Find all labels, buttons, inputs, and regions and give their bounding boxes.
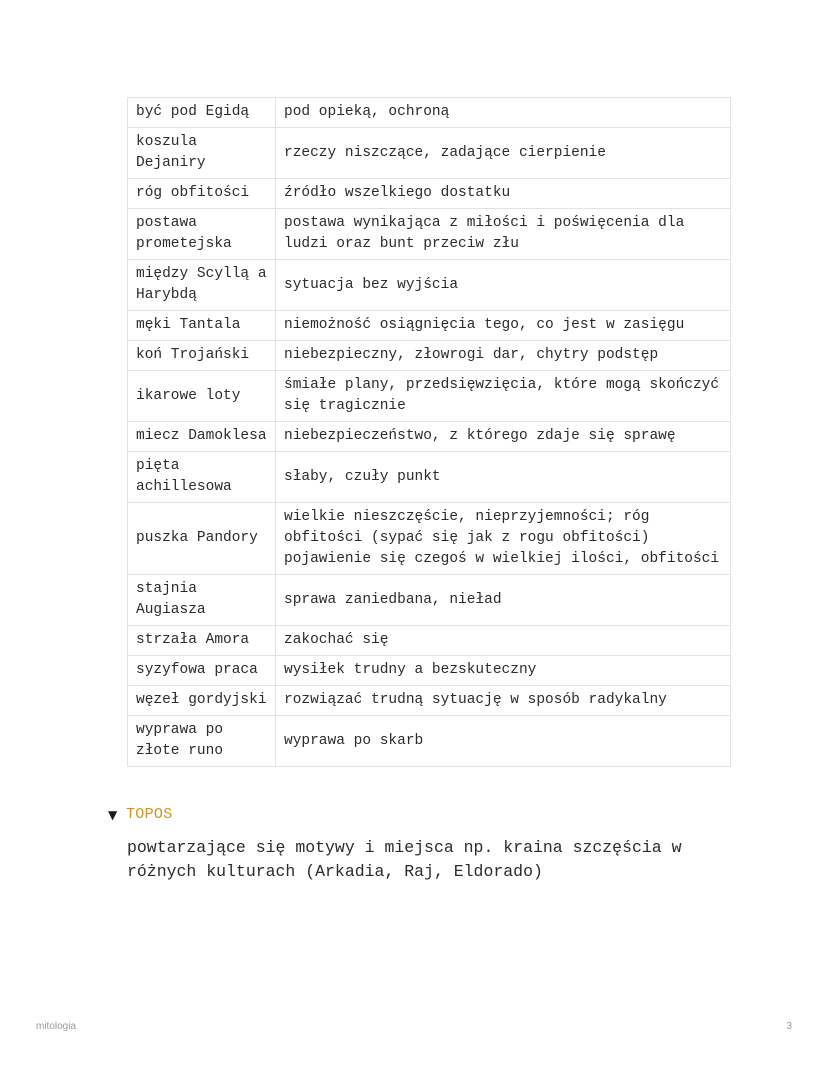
toggle-body-text: powtarzające się motywy i miejsca np. kraina szczęścia w różnych kulturach (Arkadia, Raj, Eldorado) <box>127 838 682 881</box>
idiom-term-cell: pięta achillesowa <box>128 452 276 503</box>
idiom-meaning-cell: sytuacja bez wyjścia <box>276 260 731 311</box>
idiom-meaning-cell: słaby, czuły punkt <box>276 452 731 503</box>
topos-toggle-block <box>108 804 728 884</box>
table-row <box>128 179 731 209</box>
idiom-meaning-cell: wielkie nieszczęście, nieprzyjemności; róg obfitości (sypać się jak z rogu obfitości) pojawienie się czegoś w wielkiej ilości, obfitości <box>276 503 731 575</box>
idiom-term-cell: róg obfitości <box>128 179 276 209</box>
idiom-term-cell: wyprawa po złote runo <box>128 716 276 767</box>
table-row <box>128 452 731 503</box>
idiom-meaning-cell: postawa wynikająca z miłości i poświęcenia dla ludzi oraz bunt przeciw złu <box>276 209 731 260</box>
idioms-table-body <box>128 98 731 767</box>
idiom-meaning-cell: śmiałe plany, przedsięwzięcia, które mogą skończyć się tragicznie <box>276 371 731 422</box>
idiom-meaning-cell: źródło wszelkiego dostatku <box>276 179 731 209</box>
idiom-meaning-cell: zakochać się <box>276 626 731 656</box>
footer-document-title: mitologia <box>36 1021 77 1032</box>
table-row <box>128 656 731 686</box>
idiom-term-cell: koszula Dejaniry <box>128 128 276 179</box>
idiom-term-cell: być pod Egidą <box>128 98 276 128</box>
table-row <box>128 209 731 260</box>
idiom-term-cell: między Scyllą a Harybdą <box>128 260 276 311</box>
idiom-term-cell: postawa prometejska <box>128 209 276 260</box>
idiom-term-cell: ikarowe loty <box>128 371 276 422</box>
idiom-term-cell: węzeł gordyjski <box>128 686 276 716</box>
idioms-table <box>127 97 731 767</box>
table-row <box>128 260 731 311</box>
idiom-meaning-cell: rozwiązać trudną sytuację w sposób radykalny <box>276 686 731 716</box>
idiom-term-cell: stajnia Augiasza <box>128 575 276 626</box>
idiom-term-cell: syzyfowa praca <box>128 656 276 686</box>
idiom-meaning-cell: niebezpieczeństwo, z którego zdaje się sprawę <box>276 422 731 452</box>
idiom-meaning-cell: wysiłek trudny a bezskuteczny <box>276 656 731 686</box>
table-row <box>128 716 731 767</box>
idiom-meaning-cell: rzeczy niszczące, zadające cierpienie <box>276 128 731 179</box>
footer-page-number: 3 <box>786 1021 792 1032</box>
idiom-meaning-cell: niebezpieczny, złowrogi dar, chytry podstęp <box>276 341 731 371</box>
toggle-title[interactable]: TOPOS <box>126 806 173 823</box>
table-row <box>128 341 731 371</box>
table-row <box>128 686 731 716</box>
table-row <box>128 98 731 128</box>
table-row <box>128 311 731 341</box>
idiom-meaning-cell: sprawa zaniedbana, nieład <box>276 575 731 626</box>
idiom-meaning-cell: niemożność osiągnięcia tego, co jest w zasięgu <box>276 311 731 341</box>
table-row <box>128 128 731 179</box>
topos-toggle-header[interactable] <box>108 804 728 826</box>
table-row <box>128 503 731 575</box>
idiom-meaning-cell: pod opieką, ochroną <box>276 98 731 128</box>
table-row <box>128 371 731 422</box>
idiom-term-cell: koń Trojański <box>128 341 276 371</box>
idiom-meaning-cell: wyprawa po skarb <box>276 716 731 767</box>
idiom-term-cell: miecz Damoklesa <box>128 422 276 452</box>
toggle-triangle-icon[interactable]: ▼ <box>108 808 118 822</box>
idiom-term-cell: strzała Amora <box>128 626 276 656</box>
idiom-term-cell: puszka Pandory <box>128 503 276 575</box>
idiom-term-cell: męki Tantala <box>128 311 276 341</box>
table-row <box>128 626 731 656</box>
table-row <box>128 422 731 452</box>
table-row <box>128 575 731 626</box>
